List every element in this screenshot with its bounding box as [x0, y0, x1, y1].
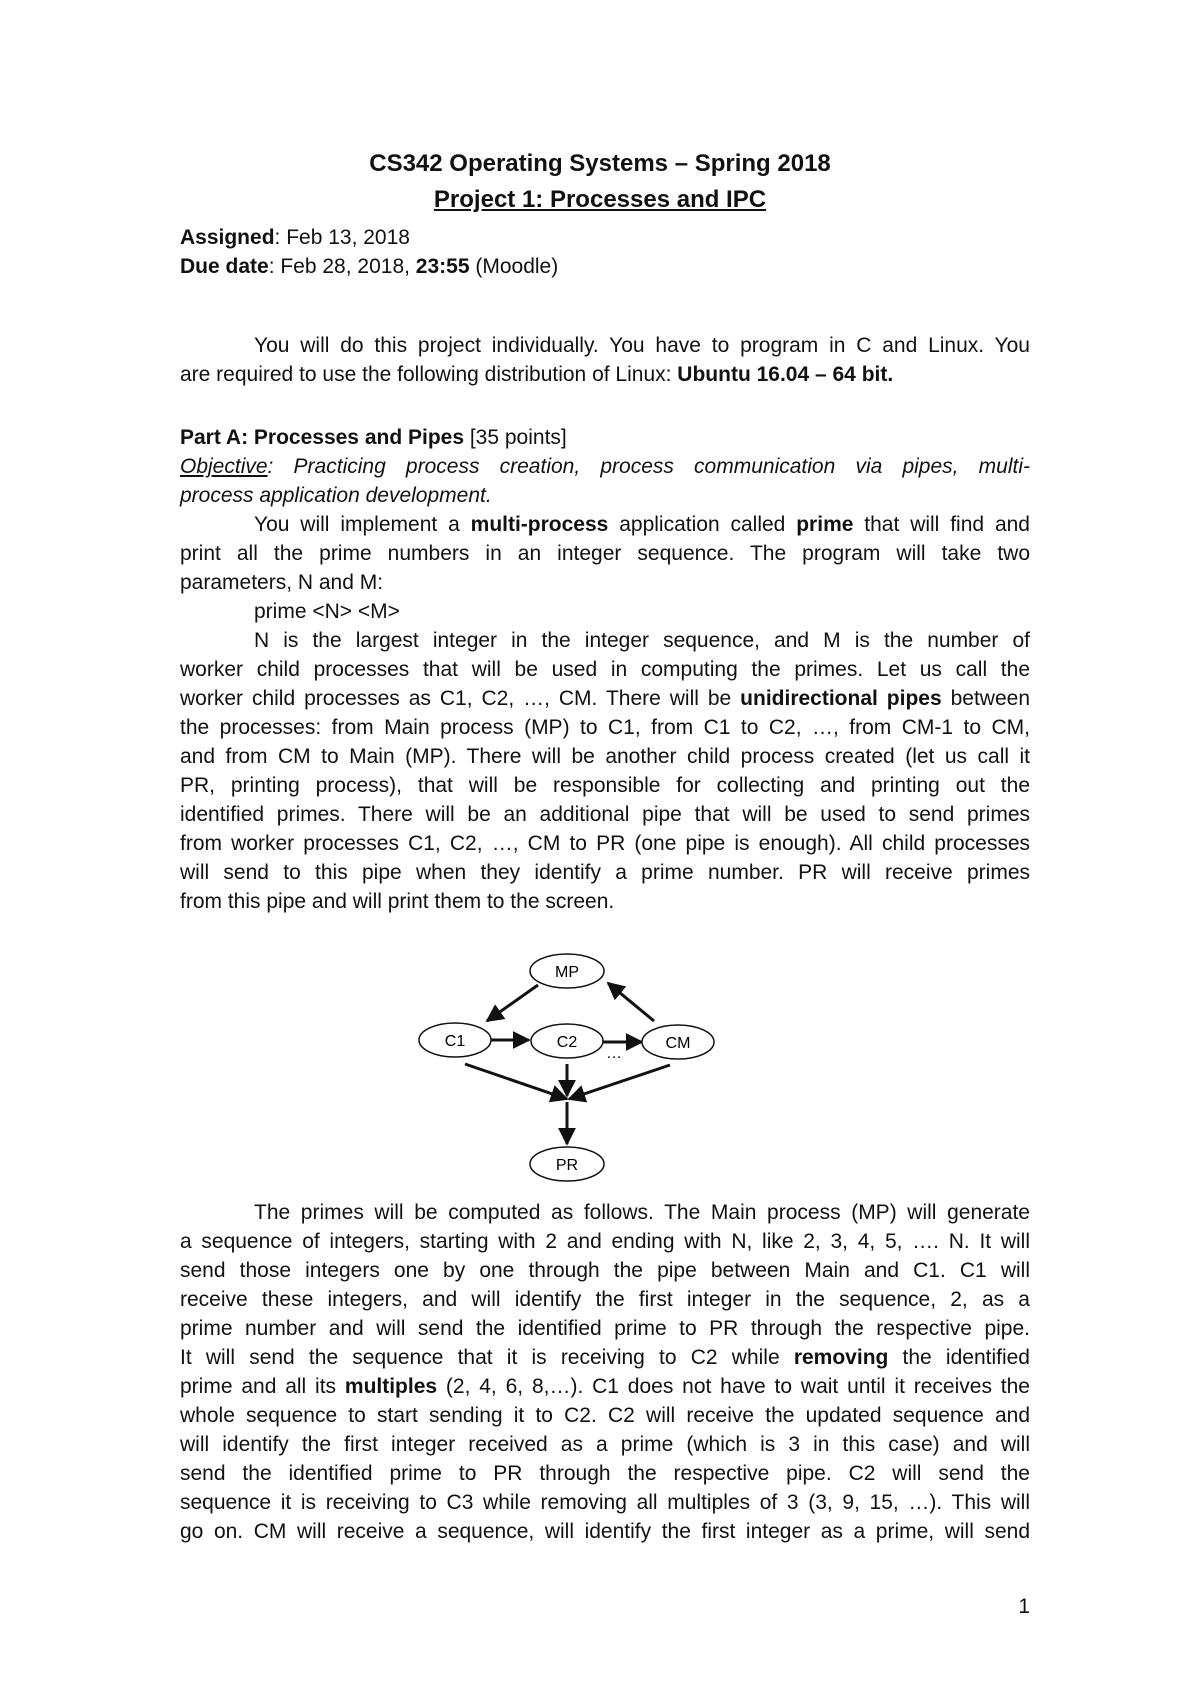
- algo-line-7: [180, 1372, 1030, 1401]
- p2-bold-pipes: unidirectional pipes: [740, 687, 942, 710]
- p1-bold-multiprocess: multi-process: [470, 513, 609, 536]
- assigned-label: Assigned: [180, 226, 275, 249]
- objective-label: Objective: [180, 455, 268, 478]
- part-a-heading-bold: Part A: Processes and Pipes: [180, 426, 465, 449]
- edge-cm-to-mp: [608, 983, 654, 1021]
- p1-line-3: parameters, N and M:: [180, 571, 384, 594]
- node-c2-label: C2: [556, 1034, 578, 1051]
- p1-text-a: You will implement a: [254, 513, 471, 536]
- assigned-value: : Feb 13, 2018: [274, 226, 410, 249]
- ubuntu-version: Ubuntu 16.04 – 64 bit.: [677, 363, 894, 386]
- objective-text-1: : Practicing process creation, process communication via pipes, multi-: [267, 455, 1030, 478]
- algo-line-3: send those integers one by one through the pipe between Main and C1. C1 will: [180, 1259, 1030, 1282]
- algo-line-11: sequence it is receiving to C3 while removing all multiples of 3 (3, 9, 15, …). This will: [180, 1491, 1030, 1514]
- edge-c1-to-junction: [465, 1064, 567, 1099]
- p2-line-2: worker child processes that will be used in computing the primes. Let us call the: [180, 658, 1030, 681]
- algo-line-6-c: the identified: [888, 1346, 1030, 1369]
- p2-line-3-text-c: between: [941, 687, 1030, 710]
- due-value-date: : Feb 28, 2018,: [268, 255, 416, 278]
- algo-line-10: send the identified prime to PR through the respective pipe. C2 will send the: [180, 1462, 1030, 1485]
- algo-line-9: will identify the first integer received as a prime (which is 3 in this case) and will: [180, 1433, 1030, 1456]
- p2-line-1: N is the largest integer in the integer sequence, and M is the number of: [254, 629, 1030, 652]
- algo-line-1: The primes will be computed as follows. The Main process (MP) will generate: [254, 1201, 1030, 1224]
- page-number: 1: [1018, 1595, 1030, 1618]
- p2-line-3-text-a: worker child processes as C1, C2, …, CM. There will be: [180, 687, 741, 710]
- project-title-text: Project 1: Processes and IPC: [433, 186, 767, 213]
- intro-line-1: You will do this project individually. You have to program in C and Linux. You: [254, 334, 1030, 357]
- node-cm-label: CM: [665, 1035, 691, 1052]
- edge-cm-to-junction: [569, 1065, 670, 1099]
- algo-bold-removing: removing: [793, 1346, 889, 1369]
- algo-line-4: receive these integers, and will identify the first integer in the sequence, 2, as a: [180, 1288, 1030, 1311]
- due-time: 23:55: [415, 255, 470, 278]
- objective-text-2: process application development.: [180, 484, 492, 507]
- p2-line-8: from worker processes C1, C2, …, CM to PR (one pipe is enough). All child processes: [180, 832, 1030, 855]
- ellipsis-label: …: [606, 1045, 622, 1062]
- p2-line-7: identified primes. There will be an additional pipe that will be used to send primes: [180, 803, 1030, 826]
- due-value-where: (Moodle): [469, 255, 559, 278]
- intro-line-2-text: are required to use the following distribution of Linux:: [180, 363, 678, 386]
- due-label: Due date: [180, 255, 269, 278]
- part-a-points: [35 points]: [464, 426, 567, 449]
- algo-line-7-c: (2, 4, 6, 8,…). C1 does not have to wait until it receives the: [437, 1375, 1030, 1398]
- p1-bold-prime: prime: [796, 513, 854, 536]
- algo-line-6: [180, 1343, 1030, 1372]
- p1-line-2: print all the prime numbers in an integer sequence. The program will take two: [180, 542, 1030, 565]
- algorithm-paragraph: [180, 1198, 1030, 1546]
- edge-mp-to-c1: [487, 985, 538, 1021]
- p1-text-e: that will find and: [853, 513, 1030, 536]
- node-pr-label: PR: [555, 1157, 579, 1174]
- algo-bold-multiples: multiples: [344, 1375, 438, 1398]
- p2-line-6: PR, printing process), that will be responsible for collecting and printing out the: [180, 774, 1030, 797]
- node-mp-label: MP: [555, 964, 579, 981]
- p2-line-4: the processes: from Main process (MP) to C1, from C1 to C2, …, from CM-1 to CM,: [180, 716, 1030, 739]
- p2-line-5: and from CM to Main (MP). There will be another child process created (let us call it: [180, 745, 1030, 768]
- algo-line-6-a: It will send the sequence that it is receiving to C2 while: [180, 1346, 794, 1369]
- p1-text-c: application called: [608, 513, 797, 536]
- command-line: prime <N> <M>: [254, 600, 400, 623]
- algo-line-2: a sequence of integers, starting with 2 and ending with N, like 2, 3, 4, 5, …. N. It will: [180, 1230, 1030, 1253]
- node-c1-label: C1: [444, 1033, 466, 1050]
- algo-line-5: prime number and will send the identified prime to PR through the respective pipe.: [180, 1317, 1030, 1340]
- p2-line-10: from this pipe and will print them to the screen.: [180, 890, 615, 913]
- algo-line-12: go on. CM will receive a sequence, will identify the first integer as a prime, will send: [180, 1520, 1030, 1543]
- algo-line-7-a: prime and all its: [180, 1375, 345, 1398]
- algo-line-8: whole sequence to start sending it to C2. C2 will receive the updated sequence and: [180, 1404, 1030, 1427]
- p2-line-9: will send to this pipe when they identify a prime number. PR will receive primes: [180, 861, 1030, 884]
- course-title: CS342 Operating Systems – Spring 2018: [369, 150, 831, 177]
